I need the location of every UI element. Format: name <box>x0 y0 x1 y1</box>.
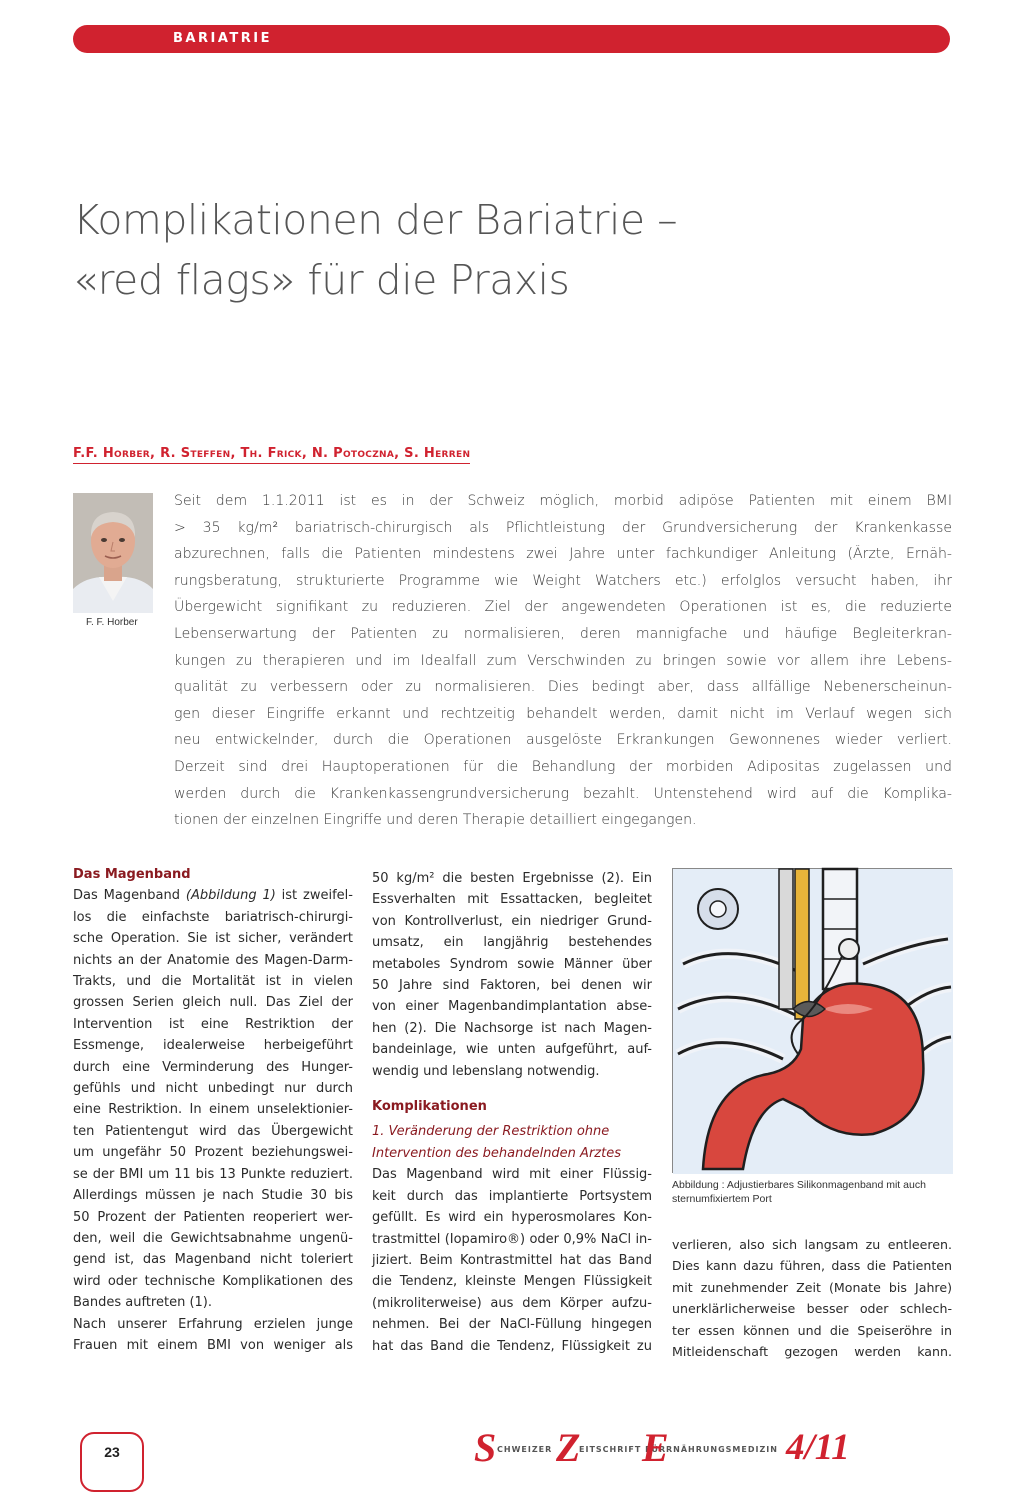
body-line: Frauen mit einem BMI von weniger als <box>73 1337 353 1353</box>
section-heading: Das Magenband <box>73 867 191 882</box>
intro-line: kungen zu therapieren und im Idealfall zum Verschwinden zu bringen sowie vor allem ihre Lebens- <box>174 652 952 669</box>
page-number: 23 <box>104 1444 120 1460</box>
body-line: hat das Band die Tendenz, Flüssigkeit zu <box>372 1338 652 1354</box>
body-line: Essmenge, idealerweise herbeigeführt <box>73 1038 353 1054</box>
journal-initial-e: E <box>642 1425 669 1470</box>
body-text: Das Magenband <box>73 888 186 904</box>
body-line: gefüllt. Es wird ein hyperosmolares Kon- <box>372 1210 652 1226</box>
body-line: umsatz, ein langjährig bestehendes <box>372 935 652 951</box>
figure-caption: Abbildung : Adjustierbares Silikonmagenband mit auch sternumfixiertem Port <box>672 1179 926 1205</box>
body-line: Allerdings müssen je nach Studie 30 bis <box>73 1188 353 1204</box>
body-line: um ungefähr 50 Prozent beziehungswei- <box>73 1145 353 1161</box>
issue-number: 4/11 <box>786 1427 850 1468</box>
column-3 <box>672 1234 952 1362</box>
section-label: BARIATRIE <box>173 31 272 46</box>
intro-line: Derzeit sind drei Hauptoperationen für die Behandlung der morbiden Adipositas zugelassen und <box>174 758 952 775</box>
author-list: F.F. Horber, R. Steffen, Th. Frick, N. Potoczna, S. Herren <box>73 446 470 464</box>
body-line: verlieren, also sich langsam zu entleeren. <box>672 1237 952 1252</box>
body-line: von einer Magenbandimplantation abse- <box>372 999 652 1015</box>
body-line: Trakts, und die Mortalität ist in vielen <box>73 974 353 990</box>
body-line: den, weil die Gewichtsabnahme ungenü- <box>73 1230 353 1246</box>
journal-initial-s: S <box>474 1425 497 1470</box>
author-portrait <box>73 493 153 613</box>
article-title <box>73 190 953 310</box>
journal-word-1: CHWEIZER <box>497 1445 553 1454</box>
body-line: nehmen. Bei der NaCl-Füllung hingegen <box>372 1317 652 1333</box>
body-line <box>73 885 353 906</box>
title-line-1: Komplikationen der Bariatrie – <box>73 196 678 244</box>
body-line: sche Operation. Sie ist sicher, verändert <box>73 931 353 947</box>
intro-line: Seit dem 1.1.2011 ist es in der Schweiz möglich, morbid adipöse Patienten mit einem BMI <box>174 493 952 509</box>
body-line: nichts an der Anatomie des Magen-Darm- <box>73 952 353 968</box>
body-line: se der BMI um 11 bis 13 Punkte reduziert. <box>73 1166 353 1182</box>
page-number-tab <box>80 1432 144 1492</box>
section-heading: Komplikationen <box>372 1099 487 1115</box>
gastric-band-figure <box>672 868 952 1173</box>
journal-initial-z: Z <box>556 1425 581 1470</box>
body-line: los die einfachste bariatrisch-chirurgi- <box>73 909 353 925</box>
intro-line: tionen der einzelnen Eingriffe und deren Therapie detailliert eingegangen. <box>174 812 697 829</box>
body-line: gend ist, das Magenband nicht toleriert <box>73 1252 353 1268</box>
section-banner <box>73 25 950 53</box>
gastric-band-illustration <box>673 869 953 1174</box>
journal-word-3: RNÄHRUNGSMEDIZIN <box>666 1445 778 1454</box>
journal-word-2: EITSCHRIFT FÜR <box>579 1445 667 1454</box>
body-line: hen (2). Die Nachsorge ist nach Magen- <box>372 1020 652 1036</box>
column-2 <box>372 868 652 1357</box>
body-line: Dies kann dazu führen, dass die Patienten <box>672 1258 952 1274</box>
body-line: unerklärlicherweise besser oder schlech- <box>672 1301 952 1317</box>
intro-line: rungsberatung, strukturierte Programme wie Weight Watchers etc.) erfolglos versucht haben, ihr <box>174 572 952 589</box>
journal-logo <box>474 1425 954 1470</box>
body-line: jiziert. Beim Kontrastmittel hat das Band <box>372 1252 652 1268</box>
intro-line: qualität zu verbessern oder zu normalisieren. Dies bedingt aber, dass allfällige Nebenerscheinun- <box>174 679 952 696</box>
title-line-2: «red flags» für die Praxis <box>73 256 570 304</box>
figure-reference[interactable]: (Abbildung 1) <box>185 888 276 904</box>
body-line: keit durch das implantierte Portsystem <box>372 1188 652 1204</box>
body-line: Bandes auftreten (1). <box>73 1295 213 1311</box>
body-line: die Tendenz, kleinste Mengen Flüssigkeit <box>372 1274 652 1290</box>
body-line: metaboles Syndrom sowie Männer über <box>372 956 652 972</box>
body-line: wendig und lebenslang notwendig. <box>372 1063 600 1079</box>
body-line: Das Magenband wird mit einer Flüssig- <box>372 1167 652 1183</box>
body-line: ten Patientengut wird das Übergewicht <box>73 1123 353 1139</box>
body-line: Essverhalten mit Essattacken, begleitet <box>372 892 652 908</box>
portrait-illustration <box>73 493 153 613</box>
body-line: Intervention ist eine Restriktion der <box>73 1016 353 1032</box>
portrait-caption: F. F. Horber <box>86 617 138 628</box>
column-1 <box>73 864 353 1356</box>
body-line: von Kontrollverlust, ein niedriger Grund- <box>372 913 652 929</box>
body-line: 50 kg/m² die besten Ergebnisse (2). Ein <box>372 871 652 886</box>
body-line: trastmittel (Iopamiro®) oder 0,9% NaCl in- <box>372 1231 652 1247</box>
intro-line: gen dieser Eingriffe erkannt und rechtzeitig behandelt werden, damit nicht im Verlauf wegen sich <box>174 705 952 722</box>
body-line: gefühls und nicht unbedingt nur durch <box>73 1081 353 1097</box>
body-line: mit zunehmender Zeit (Monate bis Jahre) <box>672 1279 952 1295</box>
body-line: eine Restriktion. In einem unselektionier- <box>73 1102 353 1118</box>
body-line: bandeinlage, wie unten aufgeführt, auf- <box>372 1042 652 1058</box>
intro-paragraph <box>174 488 952 834</box>
intro-line: Lebenserwartung der Patienten zu normalisieren, deren mannigfache und häufige Begleiterkran- <box>174 625 952 642</box>
body-line: Nach unserer Erfahrung erzielen junge <box>73 1316 353 1332</box>
body-line: 50 Prozent der Patienten reoperiert wer- <box>73 1209 353 1225</box>
intro-line: > 35 kg/m² bariatrisch-chirurgisch als Pflichtleistung der Grundversicherung der Krankenkasse <box>174 519 952 536</box>
subheading-line: 1. Veränderung der Restriktion ohne <box>372 1124 610 1140</box>
body-line: Mitleidenschaft gezogen werden kann. <box>672 1344 952 1360</box>
body-line: durch eine Verminderung des Hunger- <box>73 1059 353 1075</box>
body-line: (mikroliterweise) aus dem Körper aufzu- <box>372 1295 652 1311</box>
body-line: grossen Serien gleich null. Das Ziel der <box>73 995 353 1011</box>
intro-line: abzurechnen, falls die Patienten mindestens zwei Jahre unter fachkundiger Anleitung (Ärzte, Ernäh- <box>174 546 952 563</box>
body-line: 50 Jahre sind Faktoren, bei denen wir <box>372 978 652 994</box>
body-line: wird oder technische Komplikationen des <box>73 1273 353 1289</box>
body-text: ist zweifel- <box>275 888 353 904</box>
intro-line: werden durch die Krankenkassengrundversicherung bezahlt. Untenstehend wird auf die Komplika- <box>174 785 952 802</box>
intro-line: neu entwickelnder, durch die Operationen ausgelöste Erkrankungen Gewonnenes wieder verliert. <box>174 732 952 749</box>
body-line: ter essen können und die Speiseröhre in <box>672 1322 952 1338</box>
subheading-line: Intervention des behandelnden Arztes <box>372 1145 621 1161</box>
intro-line: Übergewicht signifikant zu reduzieren. Ziel der angewendeten Operationen ist es, die reduzierte <box>174 599 952 616</box>
